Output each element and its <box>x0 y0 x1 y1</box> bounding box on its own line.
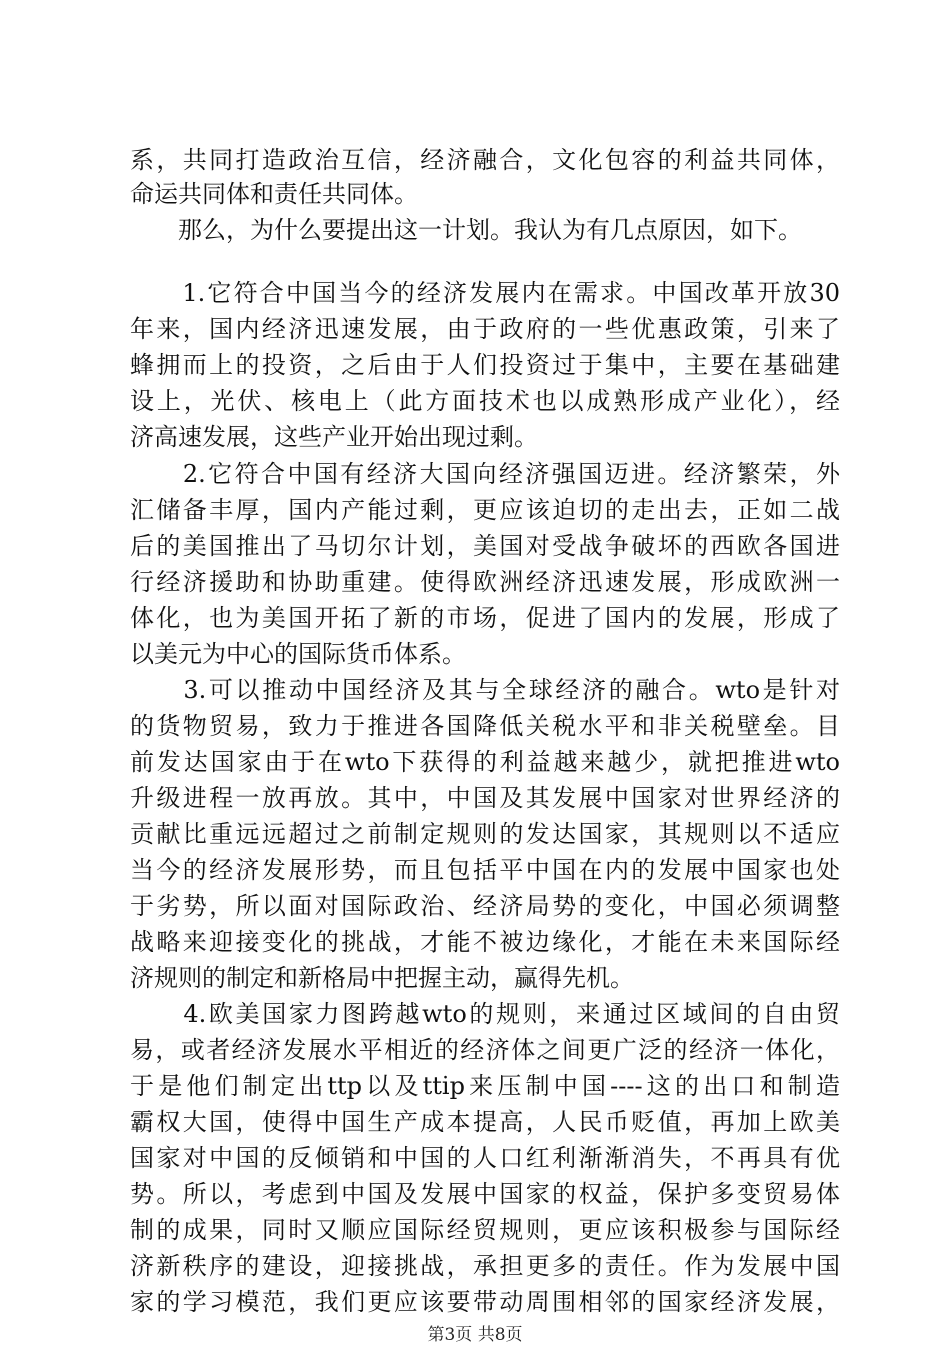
text-line: 家的学习模范，我们更应该要带动周围相邻的国家经济发展， <box>130 1288 840 1316</box>
text-line: 后的美国推出了马切尔计划，美国对受战争破坏的西欧各国进 <box>130 532 840 560</box>
text-line: 以美元为中心的国际货币体系。 <box>130 640 466 668</box>
text-line: 汇储备丰厚，国内产能过剩，更应该迫切的走出去，正如二战 <box>130 496 840 524</box>
text-line: 当今的经济发展形势，而且包括平中国在内的发展中国家也处 <box>130 856 840 884</box>
text-line: 于劣势，所以面对国际政治、经济局势的变化，中国必须调整 <box>130 892 840 920</box>
text-line: 体化，也为美国开拓了新的市场，促进了国内的发展，形成了 <box>130 604 840 632</box>
text-line: 前发达国家由于在wto下获得的利益越来越少，就把推进wto <box>130 748 840 776</box>
text-line: 那么，为什么要提出这一计划。我认为有几点原因，如下。 <box>130 216 802 244</box>
text-line: 贡献比重远远超过之前制定规则的发达国家，其规则以不适应 <box>130 820 840 848</box>
text-line: 易，或者经济发展水平相近的经济体之间更广泛的经济一体化， <box>130 1036 840 1064</box>
page-footer: 第3页 共8页 <box>427 1325 523 1345</box>
text-line: 4.欧美国家力图跨越wto的规则，来通过区域间的自由贸 <box>130 1000 840 1028</box>
text-line: 战略来迎接变化的挑战，才能不被边缘化，才能在未来国际经 <box>130 928 840 956</box>
text-line: 3.可以推动中国经济及其与全球经济的融合。wto是针对 <box>130 676 840 704</box>
text-line: 济新秩序的建设，迎接挑战，承担更多的责任。作为发展中国 <box>130 1252 840 1280</box>
text-line: 济规则的制定和新格局中把握主动，赢得先机。 <box>130 964 634 992</box>
text-line: 命运共同体和责任共同体。 <box>130 180 418 208</box>
text-line: 于是他们制定出ttp以及ttip来压制中国----这的出口和制造 <box>130 1072 840 1100</box>
text-line: 行经济援助和协助重建。使得欧洲经济迅速发展，形成欧洲一 <box>130 568 840 596</box>
text-line: 系，共同打造政治互信，经济融合，文化包容的利益共同体， <box>130 146 840 174</box>
text-line: 升级进程一放再放。其中，中国及其发展中国家对世界经济的 <box>130 784 840 812</box>
text-line: 1.它符合中国当今的经济发展内在需求。中国改革开放30 <box>130 279 840 307</box>
text-line: 国家对中国的反倾销和中国的人口红利渐渐消失，不再具有优 <box>130 1144 840 1172</box>
text-line: 年来，国内经济迅速发展，由于政府的一些优惠政策，引来了 <box>130 315 840 343</box>
text-line: 的货物贸易，致力于推进各国降低关税水平和非关税壁垒。目 <box>130 712 840 740</box>
text-line: 济高速发展，这些产业开始出现过剩。 <box>130 423 538 451</box>
text-line: 蜂拥而上的投资，之后由于人们投资过于集中，主要在基础建 <box>130 351 840 379</box>
text-line: 制的成果，同时又顺应国际经贸规则，更应该积极参与国际经 <box>130 1216 840 1244</box>
text-line: 2.它符合中国有经济大国向经济强国迈进。经济繁荣，外 <box>130 460 840 488</box>
text-line: 设上，光伏、核电上（此方面技术也以成熟形成产业化），经 <box>130 387 840 415</box>
text-line: 势。所以，考虑到中国及发展中国家的权益，保护多变贸易体 <box>130 1180 840 1208</box>
text-line: 霸权大国，使得中国生产成本提高，人民币贬值，再加上欧美 <box>130 1108 840 1136</box>
